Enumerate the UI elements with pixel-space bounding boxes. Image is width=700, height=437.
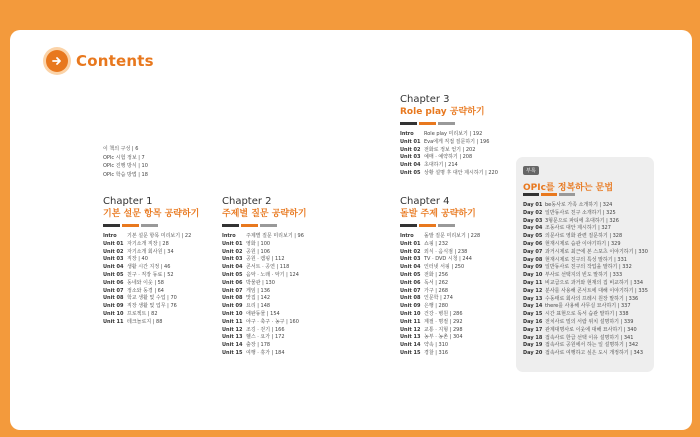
toc-entry-title: 과거시제로 최근에 본 스포츠 이야기하기 | 330 — [545, 248, 648, 255]
toc-unit-label: Day 13 — [523, 295, 543, 302]
toc-unit-label: Day 17 — [523, 326, 543, 333]
toc-entry-title: 농부 · 농촌 | 304 — [424, 334, 463, 341]
appendix-list — [523, 202, 648, 358]
toc-entry-title: 음악 · 노래 · 악기 | 124 — [246, 271, 299, 278]
toc-entry[interactable] — [400, 131, 498, 139]
appendix-tag: 부록 — [523, 166, 539, 175]
toc-entry[interactable] — [103, 319, 199, 327]
toc-entry-title: 교통 · 지형 | 298 — [424, 326, 463, 333]
appendix-title: OPIc를 정복하는 문법 — [523, 183, 614, 193]
chapter-title: 주제별 질문 공략하기 — [222, 209, 307, 219]
toc-entry-title: 공원 · 캠핑 | 112 — [246, 256, 285, 263]
toc-entry[interactable] — [400, 272, 480, 280]
chapter-title: 기본 설문 항목 공략하기 — [103, 209, 200, 219]
toc-entry[interactable] — [222, 334, 307, 342]
toc-unit-label: Unit 10 — [103, 310, 124, 317]
toc-entry-title: 부사로 선택지의 빈도 말하기 | 333 — [545, 272, 623, 279]
toc-entry-title: 기본 설문 항목 미리보기 | 22 — [127, 233, 192, 239]
toc-unit-label: Intro — [222, 233, 236, 239]
toc-entry-title: 시간 표현으로 독서 습관 말하기 | 338 — [545, 311, 629, 318]
toc-unit-label: Unit 08 — [400, 295, 421, 302]
toc-entry-title: 돌발 질문 미리보기 | 228 — [424, 233, 481, 239]
toc-entry-title: 박물관 | 130 — [246, 279, 275, 286]
toc-entry[interactable] — [103, 241, 199, 249]
toc-unit-label: Unit 09 — [103, 303, 124, 310]
toc-entry-title: 맛집 | 142 — [246, 295, 271, 302]
toc-entry-title: 전치사로 밀의 서랍 위치 설명하기 | 339 — [545, 318, 634, 325]
toc-unit-label: Unit 11 — [103, 318, 124, 325]
toc-entry-title: 약속 | 310 — [424, 342, 449, 349]
toc-unit-label: Day 09 — [523, 264, 543, 271]
toc-unit-label: Unit 08 — [222, 295, 243, 302]
toc-unit-label: Unit 07 — [400, 287, 421, 294]
toc-entry[interactable] — [222, 264, 307, 272]
toc-entry[interactable] — [400, 233, 480, 241]
chapter-divider — [103, 224, 199, 227]
toc-unit-label: Unit 02 — [400, 146, 421, 153]
toc-entry[interactable] — [400, 342, 480, 350]
chapter-label: Chapter 2 — [222, 196, 272, 207]
toc-entry-title: 자기소개 회사원 | 34 — [127, 248, 174, 255]
toc-entry-title: there를 사용해 사무실 묘사하기 | 337 — [545, 303, 631, 310]
toc-entry-title: Role play 미리보기 | 192 — [424, 131, 483, 137]
toc-entry[interactable] — [523, 350, 648, 358]
toc-unit-label: Unit 15 — [400, 349, 421, 356]
toc-unit-label: Day 02 — [523, 209, 543, 216]
toc-unit-label: Intro — [400, 131, 414, 137]
toc-entry[interactable] — [523, 241, 648, 249]
appendix-divider — [523, 193, 575, 196]
toc-entry-title: 수동태로 회사의 프레시 원장 말하기 | 336 — [545, 295, 639, 302]
intro-list — [103, 145, 148, 179]
toc-unit-label: Unit 03 — [222, 256, 243, 263]
chapter-2 — [222, 197, 307, 358]
toc-unit-label: Day 04 — [523, 225, 543, 232]
toc-unit-label: Unit 08 — [103, 295, 124, 302]
intro-item[interactable]: OPIc 시험 정보 | 7 — [103, 154, 145, 161]
toc-entry-title: 경찰 | 316 — [424, 349, 449, 356]
chapter-divider — [400, 122, 498, 125]
toc-unit-label: Unit 07 — [103, 287, 124, 294]
toc-unit-label: Unit 07 — [222, 287, 243, 294]
toc-entry-title: 은행 | 280 — [424, 303, 449, 310]
toc-unit-label: Unit 04 — [400, 264, 421, 271]
contents-header — [46, 50, 154, 72]
chapter-label: Chapter 4 — [400, 196, 450, 207]
intro-item[interactable]: 이 책의 구성 | 6 — [103, 146, 139, 152]
intro-item[interactable]: OPIc 진행 방식 | 10 — [103, 163, 148, 170]
toc-entry-title: 출장 | 178 — [246, 342, 271, 349]
toc-unit-label: Day 20 — [523, 350, 543, 357]
toc-entry[interactable] — [222, 342, 307, 350]
toc-entry[interactable] — [523, 249, 648, 257]
toc-entry[interactable] — [523, 264, 648, 272]
toc-unit-label: Day 18 — [523, 334, 543, 341]
toc-entry-title: 조깅 · 걷기 | 166 — [246, 326, 285, 333]
toc-entry[interactable] — [103, 272, 199, 280]
toc-entry-title: 접속사로 여행하고 싶은 도시 개정하기 | 343 — [545, 350, 644, 357]
toc-unit-label: Day 15 — [523, 311, 543, 318]
toc-unit-label: Unit 09 — [222, 303, 243, 310]
toc-entry[interactable] — [222, 241, 307, 249]
arrow-right-icon — [46, 50, 68, 72]
toc-unit-label: Intro — [103, 233, 117, 239]
toc-entry-title: 인문학 | 274 — [424, 295, 453, 302]
toc-entry[interactable] — [400, 350, 480, 358]
toc-entry[interactable] — [400, 139, 498, 147]
toc-unit-label: Day 16 — [523, 318, 543, 325]
toc-unit-label: Unit 01 — [400, 240, 421, 247]
toc-unit-label: Unit 01 — [103, 240, 124, 247]
toc-entry-title: 건강 · 병원 | 286 — [424, 310, 463, 317]
chapter-divider — [400, 224, 480, 227]
toc-entry-title: 동네와 이웃 | 58 — [127, 279, 164, 286]
toc-entry-title: 학교 생활 및 수업 | 70 — [127, 295, 177, 302]
toc-entry[interactable] — [523, 319, 648, 327]
toc-entry[interactable] — [400, 319, 480, 327]
toc-entry[interactable] — [523, 342, 648, 350]
toc-unit-label: Unit 05 — [400, 271, 421, 278]
toc-entry-title: 상황 설명 후 대안 제시하기 | 220 — [424, 169, 498, 176]
chapter-label: Chapter 1 — [103, 196, 153, 207]
toc-unit-label: Day 01 — [523, 202, 543, 208]
toc-entry-title: 외식 · 음식점 | 238 — [424, 248, 468, 255]
toc-entry-title: 생활 시간 지정 | 46 — [127, 264, 171, 271]
toc-entry[interactable] — [103, 249, 199, 257]
toc-entry[interactable] — [103, 233, 199, 241]
toc-entry[interactable] — [400, 170, 498, 178]
toc-entry[interactable] — [400, 334, 480, 342]
toc-entry-title: 애완동물 | 154 — [246, 310, 280, 317]
toc-unit-label: Unit 02 — [222, 248, 243, 255]
intro-item[interactable]: OPIc 학습 방법 | 18 — [103, 171, 148, 178]
toc-unit-label: Unit 11 — [222, 318, 243, 325]
toc-entry-title: 콘서트 · 공연 | 118 — [246, 264, 290, 271]
toc-entry[interactable] — [103, 311, 199, 319]
chapter-title: 돌발 주제 공략하기 — [400, 209, 476, 219]
toc-unit-label: Unit 04 — [222, 264, 243, 271]
toc-entry-title: 초대하기 | 214 — [424, 162, 458, 169]
toc-unit-label: Day 14 — [523, 303, 543, 310]
toc-entry[interactable] — [400, 162, 498, 170]
toc-entry-title: 분사를 사용해 콘서트에 대해 이야기하기 | 335 — [545, 287, 648, 294]
toc-entry[interactable] — [103, 280, 199, 288]
toc-unit-label: Unit 02 — [400, 248, 421, 255]
toc-entry-title: TV · DVD 시청 | 244 — [424, 256, 472, 263]
toc-unit-label: Unit 06 — [222, 279, 243, 286]
toc-entry[interactable] — [222, 272, 307, 280]
toc-entry-title: 일반동사로 친구 소개하기 | 325 — [545, 209, 616, 216]
chapter-divider — [222, 224, 307, 227]
toc-entry-title: 접속사로 공원에서 하는 일 설명하기 | 342 — [545, 342, 639, 349]
toc-entry[interactable] — [222, 319, 307, 327]
toc-unit-label: Day 19 — [523, 342, 543, 349]
toc-unit-label: Unit 10 — [222, 310, 243, 317]
toc-unit-label: Unit 01 — [222, 240, 243, 247]
toc-unit-label: Unit 05 — [222, 271, 243, 278]
toc-unit-label: Day 10 — [523, 272, 543, 279]
toc-entry-title: 일반동사로 친구의 작업을 말하기 | 332 — [545, 264, 632, 271]
toc-entry-title: 현재시제로 친구의 특성 말하기 | 331 — [545, 256, 627, 263]
toc-entry-title: 관계대명사로 이웃에 대해 묘사하기 | 340 — [545, 326, 637, 333]
toc-entry[interactable] — [523, 327, 648, 335]
toc-entry-title: 야구 · 축구 · 농구 | 160 — [246, 318, 299, 325]
toc-entry[interactable] — [222, 303, 307, 311]
toc-unit-label: Day 05 — [523, 233, 543, 240]
toc-entry-title: 전화로 정보 얻기 | 202 — [424, 146, 476, 153]
toc-entry-title: 헬스 · 요가 | 172 — [246, 334, 285, 341]
toc-entry-title: 인터넷 서핑 | 250 — [424, 264, 465, 271]
toc-entry[interactable] — [523, 202, 648, 210]
toc-entry[interactable] — [103, 295, 199, 303]
toc-unit-label: Unit 14 — [400, 342, 421, 349]
toc-unit-label: Unit 03 — [103, 256, 124, 263]
toc-entry-title: 3형문으로 파티에 초대하기 | 326 — [545, 217, 619, 224]
toc-entry-title: 요리 | 148 — [246, 303, 271, 310]
toc-unit-label: Unit 15 — [222, 349, 243, 356]
toc-entry-title: 계절 · 명절 | 292 — [424, 318, 463, 325]
toc-entry[interactable] — [523, 233, 648, 241]
toc-entry[interactable] — [103, 303, 199, 311]
toc-entry-title: 자기소개 직장 | 28 — [127, 240, 169, 247]
chapter-4 — [400, 197, 480, 358]
toc-unit-label: Unit 10 — [400, 310, 421, 317]
toc-entry-title: 주제별 질문 미리보기 | 96 — [246, 233, 304, 239]
toc-unit-label: Unit 05 — [400, 169, 421, 176]
toc-unit-label: Unit 02 — [103, 248, 124, 255]
toc-entry[interactable] — [400, 280, 480, 288]
toc-entry-title: 직장 생활 및 업무 | 76 — [127, 303, 177, 310]
toc-unit-label: Unit 04 — [400, 162, 421, 169]
toc-unit-label: Unit 13 — [222, 334, 243, 341]
chapter-label: Chapter 3 — [400, 94, 450, 105]
toc-entry[interactable] — [523, 272, 648, 280]
toc-entry[interactable] — [222, 295, 307, 303]
toc-entry[interactable] — [222, 350, 307, 358]
toc-unit-label: Unit 06 — [103, 279, 124, 286]
toc-entry-title: be동사로 가족 소개하기 | 324 — [545, 202, 613, 208]
toc-entry[interactable] — [523, 311, 648, 319]
chapter-1 — [103, 197, 199, 327]
toc-entry-title: 가구 | 268 — [424, 287, 449, 294]
chapter-title: Role play 공략하기 — [400, 107, 485, 117]
toc-unit-label: Day 03 — [523, 217, 543, 224]
toc-entry-title: 직장 | 40 — [127, 256, 148, 263]
toc-entry[interactable] — [222, 233, 307, 241]
toc-entry-title: 프로젝트 | 82 — [127, 310, 158, 317]
toc-entry-title: 영화 | 100 — [246, 240, 271, 247]
toc-entry[interactable] — [523, 210, 648, 218]
toc-entry-title: 정소와 동경 | 64 — [127, 287, 164, 294]
toc-entry-title: 의문사로 영화 관련 질문하기 | 328 — [545, 233, 623, 240]
chapter-3 — [400, 95, 498, 178]
toc-unit-label: Unit 03 — [400, 256, 421, 263]
toc-unit-label: Day 08 — [523, 256, 543, 263]
toc-entry-title: 친구 · 직장 동료 | 52 — [127, 271, 174, 278]
toc-entry-title: 쇼핑 | 232 — [424, 240, 449, 247]
toc-entry-title: 비교급으로 과거와 현재의 집 비교하기 | 334 — [545, 279, 644, 286]
toc-unit-label: Unit 04 — [103, 264, 124, 271]
toc-entry[interactable] — [400, 264, 480, 272]
toc-entry[interactable] — [222, 280, 307, 288]
toc-entry-title: 조동사로 대안 제시하기 | 327 — [545, 225, 611, 232]
toc-entry-title: 독서 | 262 — [424, 279, 449, 286]
toc-unit-label: Intro — [400, 233, 414, 239]
toc-unit-label: Unit 01 — [400, 138, 421, 145]
toc-unit-label: Unit 14 — [222, 342, 243, 349]
toc-entry-title: 게임 | 136 — [246, 287, 271, 294]
toc-unit-label: Unit 12 — [222, 326, 243, 333]
toc-entry[interactable] — [400, 311, 480, 319]
toc-unit-label: Day 12 — [523, 287, 543, 294]
toc-entry-title: Eva에게 직접 질문하기 | 196 — [424, 138, 490, 145]
toc-entry[interactable] — [400, 303, 480, 311]
toc-entry[interactable] — [523, 288, 648, 296]
toc-entry-title: 테크놀로지 | 88 — [127, 318, 163, 325]
toc-entry-title: 전화 | 256 — [424, 271, 449, 278]
toc-entry-title: 여행 · 휴가 | 184 — [246, 349, 285, 356]
toc-entry-title: 예매 · 예약하기 | 208 — [424, 154, 473, 161]
toc-unit-label: Unit 05 — [103, 271, 124, 278]
toc-entry[interactable] — [523, 303, 648, 311]
toc-entry[interactable] — [222, 311, 307, 319]
toc-unit-label: Day 07 — [523, 248, 543, 255]
toc-unit-label: Unit 13 — [400, 334, 421, 341]
toc-unit-label: Unit 03 — [400, 154, 421, 161]
toc-unit-label: Unit 11 — [400, 318, 421, 325]
toc-entry-title: 공원 | 106 — [246, 248, 271, 255]
toc-entry[interactable] — [400, 241, 480, 249]
toc-entry[interactable] — [103, 264, 199, 272]
toc-entry[interactable] — [400, 295, 480, 303]
toc-entry-title: 현재시제로 습관 이야기하기 | 329 — [545, 240, 621, 247]
toc-unit-label: Day 11 — [523, 279, 543, 286]
toc-unit-label: Unit 06 — [400, 279, 421, 286]
toc-unit-label: Day 06 — [523, 240, 543, 247]
toc-entry-title: 접속사로 한급 선택 이유 설명하기 | 341 — [545, 334, 634, 341]
toc-entry[interactable] — [523, 280, 648, 288]
toc-unit-label: Unit 09 — [400, 303, 421, 310]
toc-unit-label: Unit 12 — [400, 326, 421, 333]
page-title: Contents — [76, 52, 154, 70]
